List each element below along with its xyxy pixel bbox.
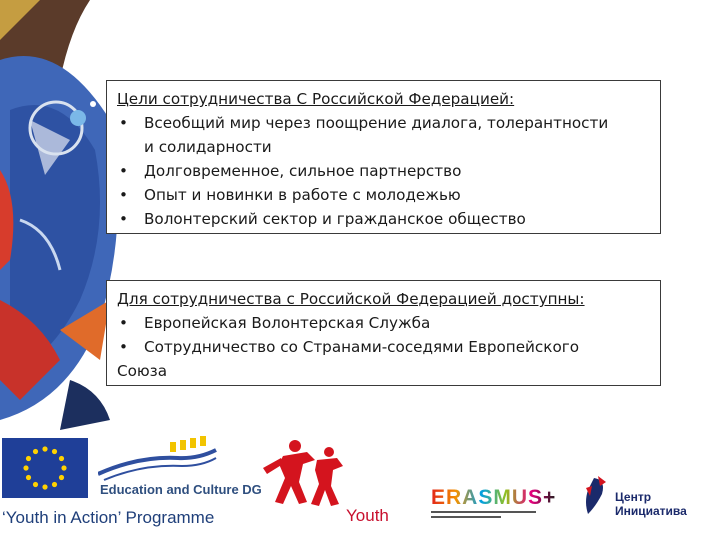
goals-heading: Цели сотрудничества С Российской Федерацией: — [117, 90, 515, 108]
list-item — [117, 159, 650, 183]
available-heading: Для сотрудничества с Российской Федерацией доступны: — [117, 290, 585, 308]
list-item — [117, 311, 650, 335]
dg-label: Education and Culture DG — [100, 482, 262, 497]
goal-text: Опыт и новинки в работе с молодежью — [144, 186, 461, 204]
erasmus-plus-logo — [431, 486, 556, 510]
available-programmes-box — [106, 280, 661, 386]
goal-text: Всеобщий мир через поощрение диалога, толерантности — [144, 114, 609, 132]
goal-continuation: и солидарности — [144, 138, 272, 156]
erasmus-text: ERASMUS+ — [431, 486, 557, 509]
youth-label: Youth — [346, 506, 389, 525]
programme-label: ‘Youth in Action’ Programme — [2, 508, 215, 527]
available-text: Европейская Волонтерская Служба — [144, 314, 431, 332]
cooperation-goals-box — [106, 80, 661, 234]
logo-strip — [0, 430, 720, 540]
list-item — [117, 183, 650, 207]
list-item — [117, 111, 650, 159]
centre-line2: Инициатива — [615, 504, 687, 518]
available-text: Сотрудничество со Странами-соседями Европейского — [144, 338, 580, 356]
youth-figures-logo-icon — [255, 438, 355, 508]
centre-initiative-logo-icon — [580, 474, 610, 518]
centre-line1: Центр — [615, 490, 652, 504]
list-item — [117, 335, 650, 359]
goal-text: Волонтерский сектор и гражданское общество — [144, 210, 526, 228]
centre-label — [615, 490, 687, 518]
erasmus-subtitle-lines — [431, 510, 541, 520]
eu-flag-icon — [2, 438, 88, 498]
available-list — [117, 311, 650, 359]
list-item — [117, 207, 650, 231]
goals-list — [117, 111, 650, 231]
available-tail: Союза — [117, 362, 168, 380]
goal-text: Долговременное, сильное партнерство — [144, 162, 462, 180]
